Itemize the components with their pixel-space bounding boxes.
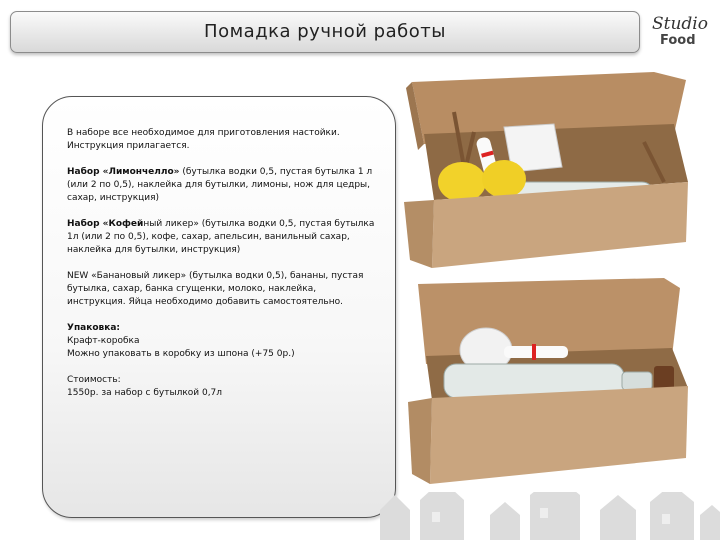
set-coffee-name-rest: ный ликер» [143,219,199,229]
set-limoncello [67,166,377,205]
set-limoncello-desc: (бутылка водки 0,5, пустая бутылка 1 л (или 2 по 0,5), наклейка для бутылки, лимоны, нож для цедры, сахар, инструкция) [67,167,373,203]
page-title: Помадка ручной работы [204,21,446,42]
logo-line1: Studio [652,14,708,34]
studio-food-logo [648,14,710,54]
limoncello-set-photo [404,72,700,268]
price-label: Стоимость: [67,375,121,385]
description-panel [42,96,396,518]
set-coffee-desc: (бутылка водки 0,5, пустая бутылка 1л (или 2 по 0,5), кофе, сахар, апельсин, ванильный сахар, наклейка для бутылки, инструкция) [67,219,375,255]
set-banana: NEW «Банановый ликер» (бутылка водки 0,5), бананы, пустая бутылка, сахар, банка сгущенки, молоко, наклейка, инструкция. Яйца необходимо добавить самостоятельно. [67,271,364,307]
logo-line2: Food [660,33,696,48]
packaging-label: Упаковка: [67,323,120,333]
panel-content [67,127,377,413]
set-coffee [67,218,377,257]
packaging-line2: Можно упаковать в коробку из шпона (+75 0р.) [67,349,295,359]
packaging-photo [404,278,700,492]
title-bar [10,11,640,53]
price [67,374,377,400]
packaging-line1: Крафт-коробка [67,336,140,346]
set-limoncello-name: Набор «Лимончелло» [67,167,180,177]
price-value: 1550р. за набор с бутылкой 0,7л [67,388,223,398]
intro-text: В наборе все необходимое для приготовления настойки. Инструкция прилагается. [67,128,340,151]
set-coffee-name: Набор «Кофей [67,219,144,229]
packaging [67,322,377,361]
